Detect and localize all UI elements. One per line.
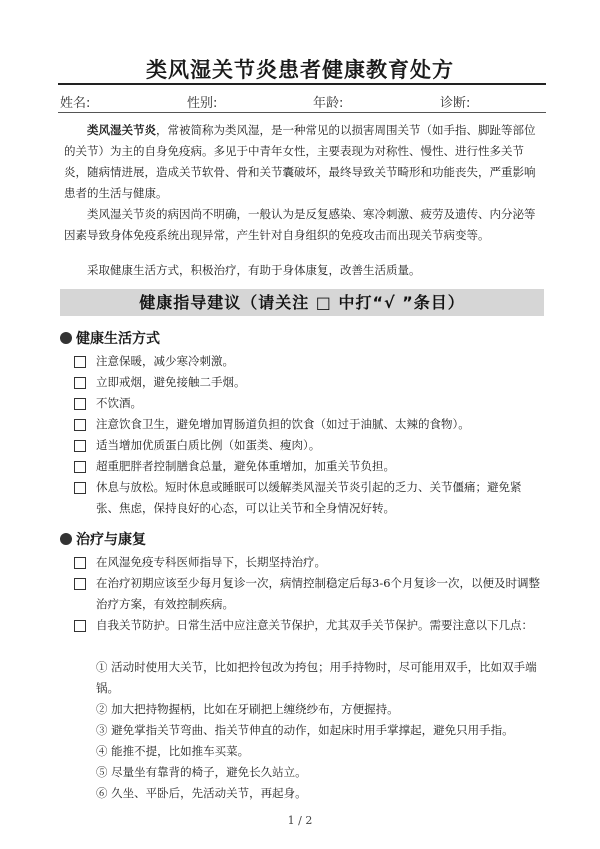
checklist-item[interactable]: 不饮酒。 <box>74 393 544 414</box>
section-title: 治疗与康复 <box>76 532 146 548</box>
guidance-banner: 健康指导建议（请关注 □ 中打“√ ”条目） <box>60 289 544 316</box>
checkbox[interactable] <box>74 398 86 410</box>
section-healthy-lifestyle <box>60 328 160 348</box>
disease-name: 类风湿关节炎 <box>87 123 156 137</box>
checkbox[interactable] <box>74 440 86 452</box>
checkbox[interactable] <box>74 557 86 569</box>
page-number: 1 / 2 <box>287 814 313 827</box>
intro-paragraph-1-text: ，常被简称为类风湿，是一种常见的以损害周围关节（如手指、脚趾等部位的关节）为主的自身免疫病。多见于中青年女性，主要表现为对称性、慢性、进行性多关节炎，随病情进展，造成关节软骨、骨和关节囊破坏，最终导致关节畸形和功能丧失，严重影响患者的生活与健康。 <box>64 123 536 200</box>
page-title: 类风湿关节炎患者健康教育处方 <box>146 58 454 82</box>
checklist-item[interactable]: 在风湿免疫专科医师指导下，长期坚持治疗。 <box>74 552 544 573</box>
checklist-item[interactable]: 立即戒烟，避免接触二手烟。 <box>74 372 544 393</box>
checklist-item[interactable]: 适当增加优质蛋白质比例（如蛋类、瘦肉）。 <box>74 435 544 456</box>
intro-paragraph-3: 采取健康生活方式，积极治疗，有助于身体康复，改善生活质量。 <box>87 263 421 277</box>
checklist-item[interactable]: 注意保暖，减少寒冷刺激。 <box>74 351 544 372</box>
checklist-item[interactable]: 自我关节防护。日常生活中应注意关节保护，尤其双手关节保护。需要注意以下几点： <box>74 615 544 636</box>
checklist-item[interactable]: 注意饮食卫生，避免增加胃肠道负担的饮食（如过于油腻、太辣的食物）。 <box>74 414 544 435</box>
intro-paragraph-2: 类风湿关节炎的病因尚不明确，一般认为是反复感染、寒冷刺激、疲劳及遗传、内分泌等因素导致身体免疫系统出现异常，产生针对自身组织的免疫攻击而出现关节病变等。 <box>64 207 536 242</box>
protection-tip: ② 加大把持物握柄，比如在牙刷把上缠绕纱布，方便握持。 <box>96 702 399 716</box>
checklist-item[interactable]: 超重肥胖者控制膳食总量，避免体重增加，加重关节负担。 <box>74 456 544 477</box>
intro-paragraph-1 <box>64 120 546 204</box>
checkbox[interactable] <box>74 578 86 590</box>
info-divider <box>58 112 546 113</box>
diagnosis-label: 诊断: <box>440 96 471 111</box>
protection-tip: ④ 能推不提，比如推车买菜。 <box>96 744 250 758</box>
checkbox[interactable] <box>74 377 86 389</box>
section-treatment-rehab <box>60 529 146 549</box>
name-label: 姓名: <box>60 96 91 111</box>
bullet-icon <box>60 332 72 344</box>
checkbox[interactable] <box>74 419 86 431</box>
age-label: 年龄: <box>313 96 344 111</box>
gender-label: 性别: <box>187 96 218 111</box>
checkbox[interactable] <box>74 461 86 473</box>
protection-tip: ⑤ 尽量坐有靠背的椅子，避免长久站立。 <box>96 765 307 779</box>
checkbox[interactable] <box>74 356 86 368</box>
section-title: 健康生活方式 <box>76 331 160 347</box>
title-divider <box>58 83 546 85</box>
protection-tip: ③ 避免掌指关节弯曲、指关节伸直的动作，如起床时用手掌撑起，避免只用手指。 <box>96 723 514 737</box>
protection-tip: ⑥ 久坐、平卧后，先活动关节，再起身。 <box>96 786 307 800</box>
checkbox[interactable] <box>74 620 86 632</box>
checklist-item[interactable]: 休息与放松。短时休息或睡眠可以缓解类风湿关节炎引起的乏力、关节僵痛；避免紧张、焦虑，保持良好的心态，可以让关节和全身情况好转。 <box>74 477 544 519</box>
checklist-item[interactable]: 在治疗初期应该至少每月复诊一次，病情控制稳定后每3-6个月复诊一次，以便及时调整治疗方案，有效控制疾病。 <box>74 573 544 615</box>
bullet-icon <box>60 533 72 545</box>
checkbox[interactable] <box>74 482 86 494</box>
protection-tip: ① 活动时使用大关节，比如把拎包改为挎包；用手持物时，尽可能用双手，比如双手端锅。 <box>96 660 537 695</box>
